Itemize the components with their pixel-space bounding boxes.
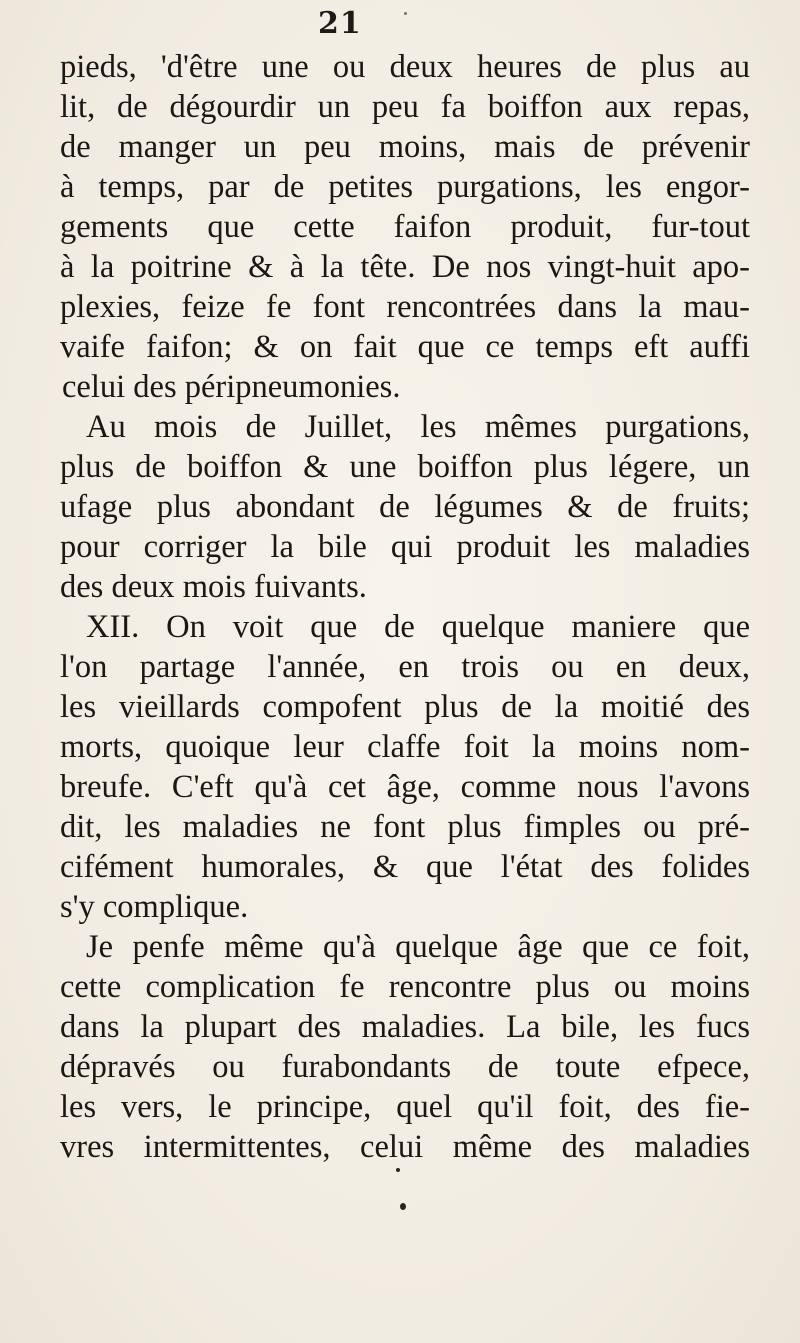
text-line: des deux mois fuivants. <box>60 569 367 605</box>
text-line: s'y complique. <box>60 889 249 925</box>
text-line: l'on partage l'année, en trois ou en deux, <box>60 649 750 685</box>
text-line: plus de boiffon & une boiffon plus légere, un <box>60 449 750 485</box>
text-line: vres intermittentes, celui même des maladies <box>60 1129 750 1165</box>
ink-speck <box>404 12 407 15</box>
text-line: Au mois de Juillet, les mêmes purgations, <box>86 409 750 445</box>
text-line: plexies, feize fe font rencontrées dans la mau- <box>60 289 750 325</box>
text-line: vaife faifon; & on fait que ce temps eft auffi <box>60 329 750 365</box>
text-line: dit, les maladies ne font plus fimples ou pré- <box>60 809 750 845</box>
text-line: à temps, par de petites purgations, les engor- <box>60 169 750 205</box>
text-line: ufage plus abondant de légumes & de fruits; <box>60 489 750 525</box>
text-line: les vers, le principe, quel qu'il foit, des fie- <box>60 1089 750 1125</box>
text-line: pour corriger la bile qui produit les maladies <box>60 529 750 565</box>
text-line: de manger un peu moins, mais de prévenir <box>60 129 750 165</box>
text-line: breufe. C'eft qu'à cet âge, comme nous l'avons <box>60 769 750 805</box>
ink-speck <box>400 1203 406 1210</box>
page-number: 21 <box>318 6 362 41</box>
text-line: celui des péripneumonies. <box>62 369 401 405</box>
text-line: morts, quoique leur claffe foit la moins nom- <box>60 729 750 765</box>
text-line: à la poitrine & à la tête. De nos vingt-huit apo- <box>60 249 750 285</box>
text-line: dépravés ou furabondants de toute efpece, <box>60 1049 750 1085</box>
text-line: pieds, 'd'être une ou deux heures de plus au <box>60 49 750 85</box>
text-line: cette complication fe rencontre plus ou moins <box>60 969 750 1005</box>
text-line: dans la plupart des maladies. La bile, les fucs <box>60 1009 750 1045</box>
text-line: les vieillards compofent plus de la moitié des <box>60 689 750 725</box>
text-line: gements que cette faifon produit, fur-tout <box>60 209 750 245</box>
text-line: cifément humorales, & que l'état des folides <box>60 849 750 885</box>
ink-speck <box>396 1168 400 1172</box>
text-line: lit, de dégourdir un peu fa boiffon aux repas, <box>60 89 750 125</box>
text-line: Je penfe même qu'à quelque âge que ce foit, <box>86 929 750 965</box>
text-line: XII. On voit que de quelque maniere que <box>86 609 750 645</box>
